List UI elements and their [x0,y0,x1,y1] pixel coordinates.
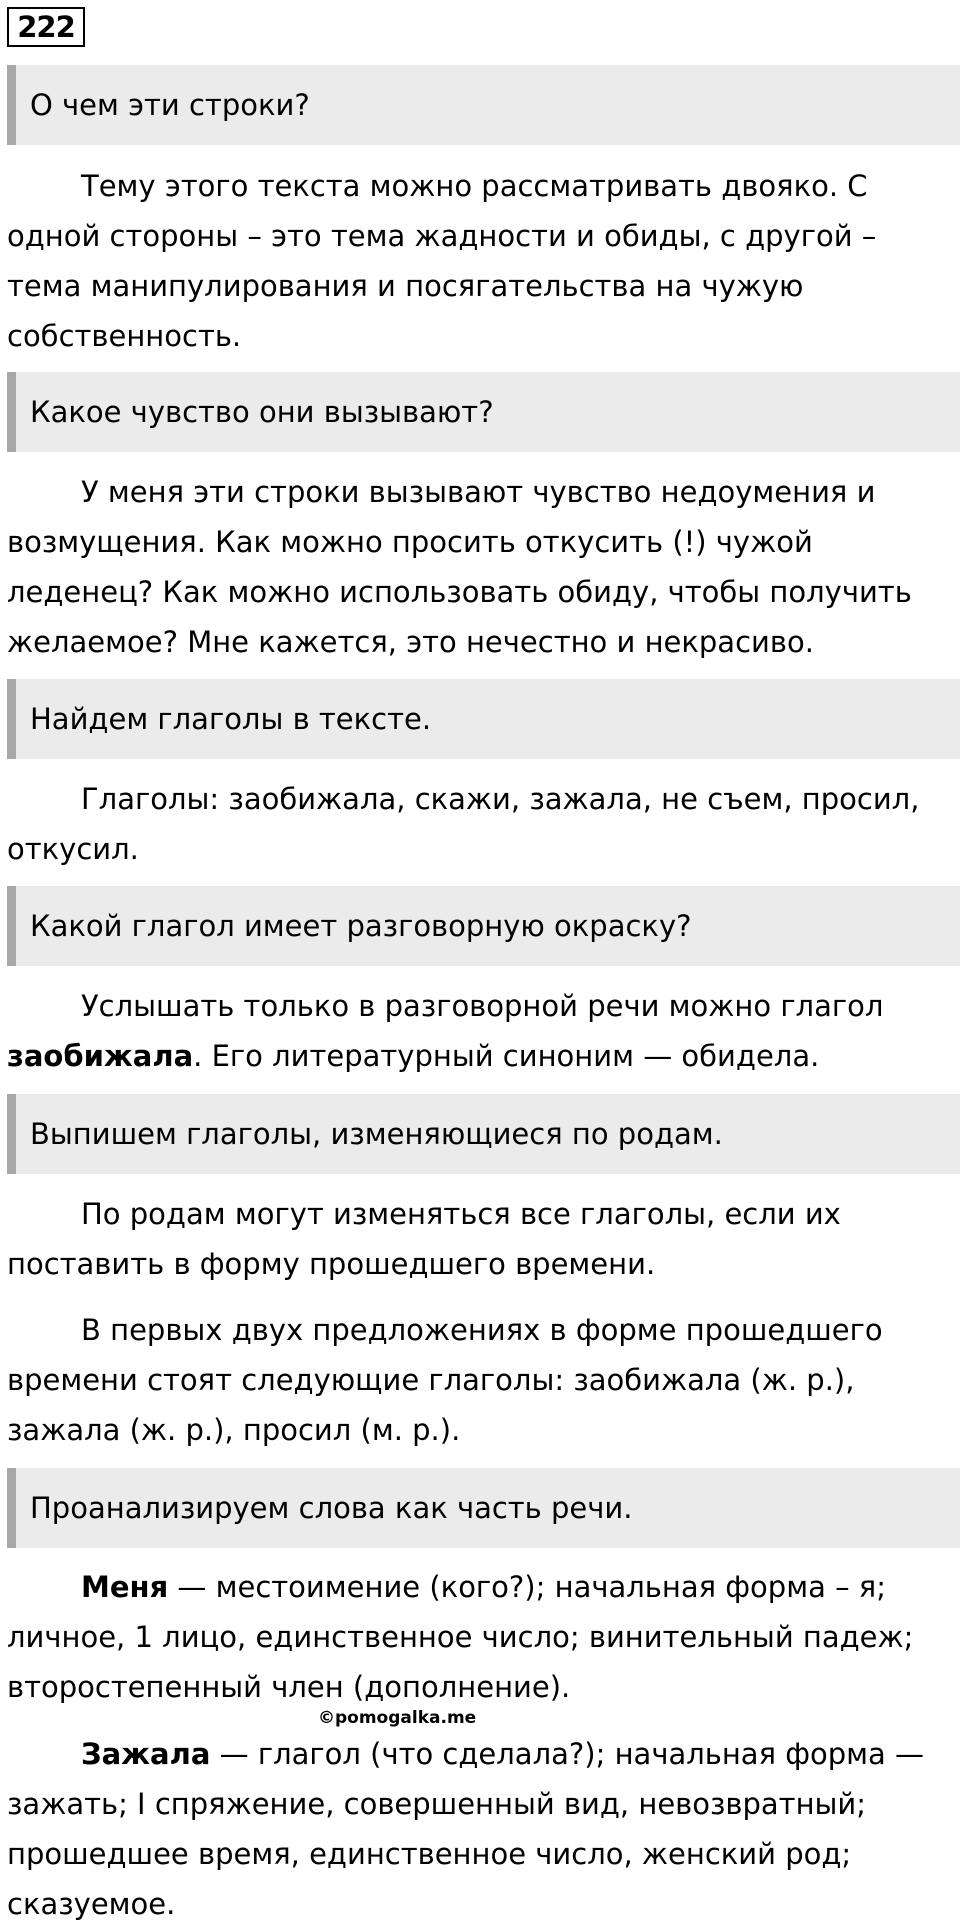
answer-line: У меня эти строки вызывают чувство недоумения и [81,475,876,509]
question-box [7,886,960,966]
task-number-badge: 222 [7,7,85,47]
answer-line: Услышать только в разговорной речи можно глагол [81,989,884,1023]
answer-paragraph [7,1729,957,1929]
answer-line: откусил. [7,832,139,866]
answer-paragraph [7,1305,957,1455]
answer-line: поставить в форму прошедшего времени. [7,1247,656,1281]
answer-line: личное, 1 лицо, единственное число; винительный падеж; [7,1620,914,1654]
answer-line: В первых двух предложениях в форме прошедшего [81,1313,883,1347]
answer-line: второстепенный член (дополнение). [7,1670,571,1704]
answer-line [7,1031,957,1081]
answer-line: желаемое? Мне кажется, это нечестно и некрасиво. [7,625,814,659]
answer-paragraph [7,981,957,1081]
answer-paragraph [7,161,957,361]
answer-line: прошедшее время, единственное число, женский род; [7,1837,852,1871]
answer-text: — глагол (что сделала?); начальная форма — [210,1737,925,1771]
question-box [7,1094,960,1174]
answer-line: сказуемое. [7,1887,176,1921]
question-text: Какой глагол имеет разговорную окраску? [30,909,692,943]
answer-paragraph [7,1189,957,1289]
question-text: Проанализируем слова как часть речи. [30,1491,633,1525]
watermark: ©pomogalka.me [318,1708,477,1728]
question-box [7,1468,960,1548]
answer-paragraph [7,1562,957,1712]
answer-line: времени стоят следующие глаголы: заобижала (ж. р.), [7,1363,855,1397]
answer-paragraph [7,774,957,874]
question-box [7,65,960,145]
answer-text: — местоимение (кого?); начальная форма – я; [168,1570,887,1604]
answer-line: зажать; I спряжение, совершенный вид, невозвратный; [7,1787,867,1821]
answer-line: одной стороны – это тема жадности и обиды, с другой – [7,219,877,253]
question-text: О чем эти строки? [30,88,310,122]
answer-line [7,1729,957,1779]
answer-line: зажала (ж. р.), просил (м. р.). [7,1413,461,1447]
question-box [7,679,960,759]
answer-line: Глаголы: заобижала, скажи, зажала, не съем, просил, [81,782,920,816]
question-text: Найдем глаголы в тексте. [30,702,432,736]
answer-paragraph [7,467,957,667]
question-box [7,372,960,452]
answer-line: По родам могут изменяться все глаголы, если их [81,1197,841,1231]
question-text: Выпишем глаголы, изменяющиеся по родам. [30,1117,723,1151]
bold-term: Меня [81,1570,169,1604]
bold-term: Зажала [81,1737,211,1771]
answer-line: тема манипулирования и посягательства на чужую [7,269,804,303]
answer-line: возмущения. Как можно просить откусить (!) чужой [7,525,813,559]
answer-line: Тему этого текста можно рассматривать двояко. С [81,169,868,203]
bold-term: заобижала [7,1039,194,1073]
answer-line: собственность. [7,319,242,353]
answer-line: леденец? Как можно использовать обиду, чтобы получить [7,575,912,609]
question-text: Какое чувство они вызывают? [30,395,494,429]
answer-line [7,1562,957,1612]
answer-text: . Его литературный синоним — обидела. [193,1039,820,1073]
